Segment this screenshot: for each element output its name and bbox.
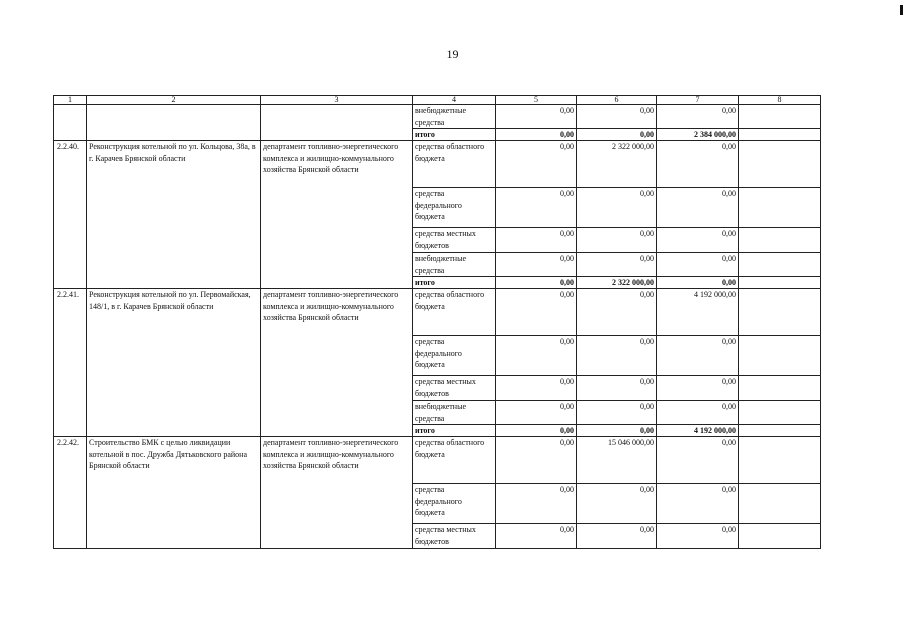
amount-col6: 0,00 — [577, 484, 657, 524]
amount-col5: 0,00 — [496, 484, 577, 524]
page-number: 19 — [446, 47, 459, 61]
column-number: 2 — [87, 96, 261, 105]
column-number: 3 — [261, 96, 413, 105]
funding-source: средства местных бюджетов — [413, 524, 496, 549]
amount-col8 — [739, 484, 821, 524]
amount-col7: 0,00 — [657, 253, 739, 277]
item-name: Строительство БМК с целью ликвидации котельной в пос. Дружба Дятьковского района Брянской области — [87, 437, 261, 549]
funding-source: средства федерального бюджета — [413, 484, 496, 524]
amount-col8 — [739, 228, 821, 253]
funding-source: итого — [413, 425, 496, 437]
amount-col8 — [739, 289, 821, 336]
funding-source: средства областного бюджета — [413, 289, 496, 336]
funding-source: внебюджетные средства — [413, 105, 496, 129]
amount-col5: 0,00 — [496, 524, 577, 549]
amount-col5: 0,00 — [496, 376, 577, 401]
amount-col6: 0,00 — [577, 336, 657, 376]
amount-col5: 0,00 — [496, 401, 577, 425]
name-cell-empty — [87, 105, 261, 141]
funding-source: средства федерального бюджета — [413, 336, 496, 376]
amount-col8 — [739, 277, 821, 289]
amount-col7: 0,00 — [657, 524, 739, 549]
item-executor: департамент топливно-энергетического комплекса и жилищно-коммунального хозяйства Брянской области — [261, 141, 413, 289]
amount-col5: 0,00 — [496, 425, 577, 437]
amount-col5: 0,00 — [496, 188, 577, 228]
amount-col7: 0,00 — [657, 277, 739, 289]
amount-col7: 0,00 — [657, 437, 739, 484]
amount-col6: 0,00 — [577, 228, 657, 253]
amount-col6: 0,00 — [577, 253, 657, 277]
amount-col5: 0,00 — [496, 105, 577, 129]
amount-col5: 0,00 — [496, 253, 577, 277]
item-name: Реконструкция котельной по ул. Первомайская, 148/1, в г. Карачев Брянской области — [87, 289, 261, 437]
amount-col5: 0,00 — [496, 129, 577, 141]
executor-cell-empty — [261, 105, 413, 141]
amount-col8 — [739, 141, 821, 188]
item-code: 2.2.40. — [54, 141, 87, 289]
item-name: Реконструкция котельной по ул. Кольцова, 38а, в г. Карачев Брянской области — [87, 141, 261, 289]
item-executor: департамент топливно-энергетического комплекса и жилищно-коммунального хозяйства Брянской области — [261, 437, 413, 549]
amount-col8 — [739, 188, 821, 228]
funding-source: итого — [413, 129, 496, 141]
amount-col8 — [739, 336, 821, 376]
item-code: 2.2.42. — [54, 437, 87, 549]
amount-col6: 0,00 — [577, 129, 657, 141]
funding-source: средства областного бюджета — [413, 437, 496, 484]
funding-source: средства областного бюджета — [413, 141, 496, 188]
amount-col5: 0,00 — [496, 277, 577, 289]
amount-col7: 0,00 — [657, 401, 739, 425]
amount-col6: 15 046 000,00 — [577, 437, 657, 484]
amount-col6: 2 322 000,00 — [577, 277, 657, 289]
amount-col5: 0,00 — [496, 289, 577, 336]
amount-col8 — [739, 129, 821, 141]
amount-col5: 0,00 — [496, 141, 577, 188]
funding-source: средства местных бюджетов — [413, 228, 496, 253]
column-number: 7 — [657, 96, 739, 105]
amount-col7: 0,00 — [657, 141, 739, 188]
amount-col7: 0,00 — [657, 484, 739, 524]
amount-col8 — [739, 105, 821, 129]
column-number: 1 — [54, 96, 87, 105]
amount-col6: 0,00 — [577, 188, 657, 228]
amount-col6: 2 322 000,00 — [577, 141, 657, 188]
amount-col6: 0,00 — [577, 401, 657, 425]
amount-col8 — [739, 253, 821, 277]
amount-col6: 0,00 — [577, 524, 657, 549]
amount-col5: 0,00 — [496, 228, 577, 253]
amount-col6: 0,00 — [577, 105, 657, 129]
edge-mark — [900, 5, 903, 15]
amount-col7: 4 192 000,00 — [657, 289, 739, 336]
column-number: 4 — [413, 96, 496, 105]
amount-col8 — [739, 376, 821, 401]
amount-col6: 0,00 — [577, 376, 657, 401]
funding-source: внебюджетные средства — [413, 401, 496, 425]
column-number: 8 — [739, 96, 821, 105]
column-number-row — [54, 96, 821, 105]
item-executor: департамент топливно-энергетического комплекса и жилищно-коммунального хозяйства Брянской области — [261, 289, 413, 437]
funding-source: итого — [413, 277, 496, 289]
amount-col8 — [739, 401, 821, 425]
amount-col7: 2 384 000,00 — [657, 129, 739, 141]
amount-col7: 0,00 — [657, 105, 739, 129]
amount-col7: 0,00 — [657, 228, 739, 253]
table-row — [54, 289, 821, 336]
budget-table — [53, 95, 821, 549]
funding-source: средства федерального бюджета — [413, 188, 496, 228]
amount-col5: 0,00 — [496, 336, 577, 376]
table-body — [54, 96, 821, 549]
amount-col8 — [739, 425, 821, 437]
amount-col7: 0,00 — [657, 336, 739, 376]
funding-source: средства местных бюджетов — [413, 376, 496, 401]
amount-col7: 0,00 — [657, 188, 739, 228]
amount-col8 — [739, 524, 821, 549]
amount-col7: 4 192 000,00 — [657, 425, 739, 437]
code-cell-empty — [54, 105, 87, 141]
item-code: 2.2.41. — [54, 289, 87, 437]
column-number: 5 — [496, 96, 577, 105]
amount-col6: 0,00 — [577, 289, 657, 336]
amount-col7: 0,00 — [657, 376, 739, 401]
table-row — [54, 437, 821, 484]
amount-col6: 0,00 — [577, 425, 657, 437]
table-row — [54, 105, 821, 129]
funding-source: внебюджетные средства — [413, 253, 496, 277]
column-number: 6 — [577, 96, 657, 105]
table-row — [54, 141, 821, 188]
amount-col5: 0,00 — [496, 437, 577, 484]
amount-col8 — [739, 437, 821, 484]
